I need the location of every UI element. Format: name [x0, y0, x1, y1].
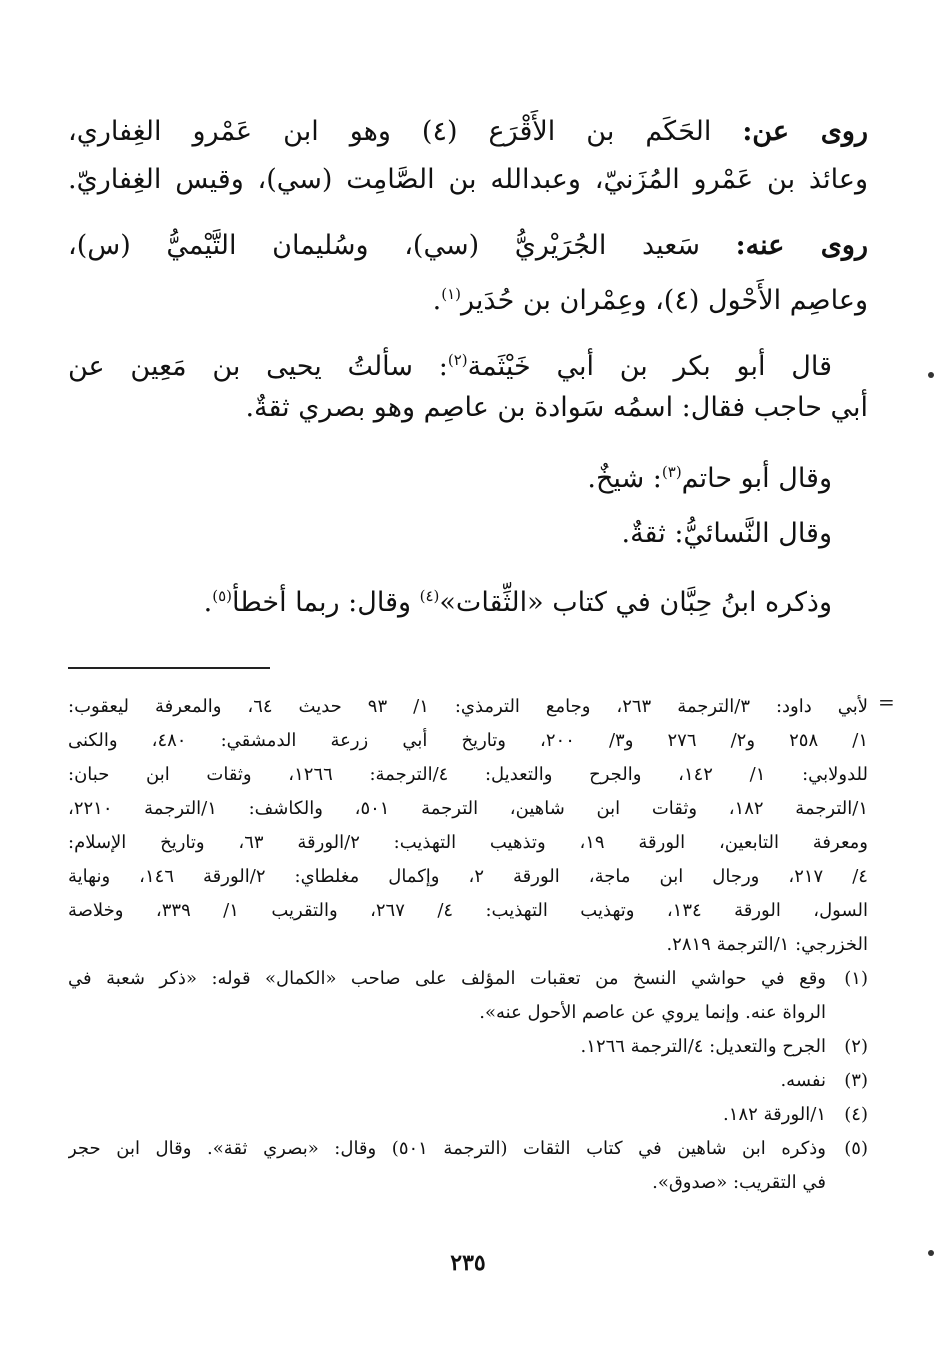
footnote-cont-line: للدولابي: ١/ ١٤٢، والجرح والتعديل: ٤/الترجمة: ١٢٦٦، وثقات ابن حبان:	[68, 764, 868, 785]
footnote-cont-line: الخزرجي: ١/الترجمة ٢٨١٩.	[666, 934, 868, 955]
footnote-2	[68, 1030, 868, 1064]
quote-abu-bakr-line-2	[68, 386, 868, 430]
footnote-ref-1[interactable]: (١)	[441, 285, 462, 303]
footnote-text: ١/الورقة ١٨٢.	[723, 1104, 826, 1125]
footnote-number: (٤)	[844, 1104, 868, 1125]
footnote-number: (٣)	[844, 1070, 868, 1091]
scan-speck	[928, 1250, 934, 1256]
footnote-5	[68, 1132, 868, 1200]
footnote-cont-line: ومعرفة التابعين، الورقة ١٩، وتذهيب التهذيب: ٢/الورقة ٦٣، وتاريخ الإسلام:	[68, 832, 868, 853]
footnote-cont-line: ١/الترجمة ١٨٢، وثقات ابن شاهين، الترجمة ٥٠١، والكاشف: ١/الترجمة ٢٢١٠،	[68, 798, 868, 819]
quote-abu-bakr-text-1b: : سألتُ يحيى بن مَعِين عن	[68, 351, 448, 382]
footnote-ref-3[interactable]: (٣)	[661, 463, 682, 481]
footnote-text: وذكره ابن شاهين في كتاب الثقات (الترجمة ٥٠١) وقال: «بصري ثقة». وقال ابن حجر	[68, 1138, 826, 1159]
narrated-by-text-2: وعاصِم الأَحْول (٤)، وعِمْران بن حُدَير	[461, 285, 868, 316]
scan-speck	[928, 372, 934, 378]
footnote-number: (١)	[844, 968, 868, 989]
quote-nasai: وقال النَّسائيُّ: ثقةٌ.	[621, 518, 832, 549]
quote-abu-bakr-text-2: أبي حاجب فقال: اسمُه سَوادة بن عاصِم وهو بصري ثقةٌ.	[245, 392, 868, 423]
footnote-3	[68, 1064, 868, 1098]
narrated-from-label: روى عن:	[742, 116, 868, 147]
narrated-by-label: روى عنه:	[735, 230, 868, 261]
footnote-text: وقع في حواشي النسخ من تعقبات المؤلف على صاحب «الكمال» قوله: «ذكر شعبة في	[68, 968, 826, 989]
narrated-from-text-1: الحَكَم بن الأَقْرَع (٤) وهو ابن عَمْرو الغِفاري،	[68, 116, 712, 147]
footnote-text: الرواة عنه. وإنما يروي عن عاصم الأحول عنه».	[479, 1002, 826, 1023]
footnote-ref-4[interactable]: (٤)	[419, 587, 440, 605]
narrated-from-line-1	[68, 110, 868, 154]
narrated-from-line-2	[68, 158, 868, 202]
footnote-cont-line: ١/ ٢٥٨ و٢/ ٢٧٦ و٣/ ٢٠٠، وتاريخ أبي زرعة الدمشقي: ٤٨٠، والكنى	[68, 730, 868, 751]
footnote-ref-5[interactable]: (٥)	[212, 587, 233, 605]
footnote-text: الجرح والتعديل: ٤/الترجمة ١٢٦٦.	[580, 1036, 826, 1057]
quote-abu-hatim: وقال أبو حاتم$^{(٣)}$: شيخٌ.	[587, 463, 832, 494]
footnote-1	[68, 962, 868, 1030]
page-number: ٢٣٥	[450, 1250, 486, 1276]
footnote-cont-line: لأبي داود: ٣/الترجمة ٢٦٣، وجامع الترمذي: ١/ ٩٣ حديث ٦٤، والمعرفة ليعقوب:	[68, 696, 868, 717]
footnote-text: في التقريب: «صدوق».	[652, 1172, 826, 1193]
footnote-cont-line: ٤/ ٢١٧، ورجال ابن ماجة، الورقة ٢، وإكمال مغلطاي: ٢/الورقة ١٤٦، ونهاية	[68, 866, 868, 887]
narrated-from-text-2: وعائذ بن عَمْرو المُزَنيّ، وعبدالله بن الصَّامِت (سي)، وقيس الغِفاريّ.	[68, 164, 868, 195]
continuation-mark: =	[878, 690, 895, 714]
footnote-text: نفسه.	[780, 1070, 826, 1091]
footnote-number: (٥)	[844, 1138, 868, 1159]
narrated-by-line-2: وعاصِم الأَحْول (٤)، وعِمْران بن حُدَير$^{(١)}$.	[432, 285, 868, 316]
footnote-number: (٢)	[844, 1036, 868, 1057]
narrated-by-text-1: سَعيد الجُرَيْريُّ (سي)، وسُليمان التَّيْميُّ (س)،	[68, 230, 700, 261]
footnote-ref-2[interactable]: (٢)	[447, 351, 468, 369]
quote-abu-bakr-line-1	[68, 338, 868, 389]
quote-abu-bakr-text-1a: قال أبو بكر بن أبي خَيْثَمة	[467, 351, 832, 382]
footnote-separator	[68, 667, 270, 669]
footnote-4	[68, 1098, 868, 1132]
narrated-by-line-1	[68, 224, 868, 268]
footnote-cont-line: السول، الورقة ١٣٤، وتهذيب التهذيب: ٤/ ٢٦٧، والتقريب ١/ ٣٣٩، وخلاصة	[68, 900, 868, 921]
quote-ibn-hibban: وذكره ابنُ حِبَّان في كتاب «الثِّقات»$^{(٤)}$ وقال: ربما أخطأ$^{(٥)}$.	[203, 587, 832, 618]
